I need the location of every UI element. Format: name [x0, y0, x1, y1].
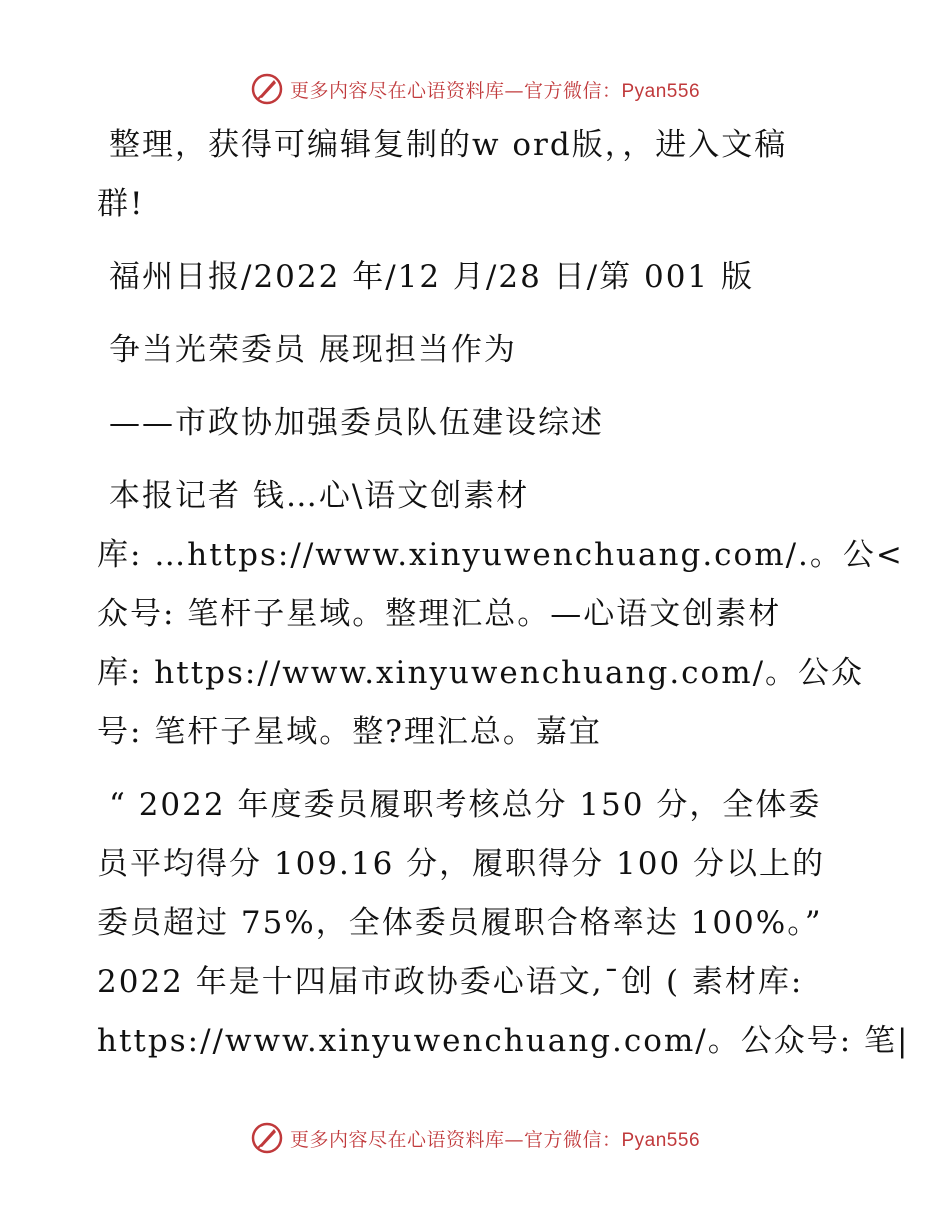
text-line: 库: https://www.xinyuwenchuang.com/。公众: [97, 655, 865, 691]
banner-wechat-id: Pyan556: [621, 80, 701, 102]
banner-wechat-id: Pyan556: [621, 1129, 701, 1151]
text-line: 库: …https://www.xinyuwenchuang.com/.。公<: [97, 537, 904, 573]
text-line: 群!: [97, 186, 145, 222]
text-line: 2022 年是十四届市政协委心语文,¯创 ( 素材库:: [97, 964, 804, 1000]
banner-text: 更多内容尽在心语资料库—官方微信：: [289, 1128, 622, 1151]
document-body: [97, 122, 910, 1077]
header-watermark: [0, 72, 950, 106]
banner-text: 更多内容尽在心语资料库—官方微信：: [289, 79, 622, 102]
article-title: 争当光荣委员 展现担当作为: [109, 332, 517, 368]
article-subtitle: ——市政协加强委员队伍建设综述: [109, 405, 604, 441]
footer-watermark: [0, 1121, 950, 1155]
text-line: 委员超过 75%，全体委员履职合格率达 100%。”: [97, 905, 823, 941]
text-line: 整理，获得可编辑复制的w ord版，，进入文稿: [109, 127, 788, 163]
text-line: 员平均得分 109.16 分，履职得分 100 分以上的: [97, 846, 826, 882]
text-line: 号: 笔杆子星域。整?理汇总。嘉宜: [97, 714, 602, 750]
quill-pen-logo-icon: [250, 1121, 284, 1155]
text-line: 众号: 笔杆子星域。整理汇总。—心语文创素材: [97, 596, 782, 632]
text-line: https://www.xinyuwenchuang.com/。公众号: 笔|: [97, 1023, 910, 1059]
publication-info: 福州日报/2022 年/12 月/28 日/第 001 版: [109, 259, 755, 295]
quill-pen-logo-icon: [250, 72, 284, 106]
byline: 本报记者 钱…心\语文创素材: [109, 478, 530, 514]
text-line: “ 2022 年度委员履职考核总分 150 分，全体委: [109, 787, 822, 823]
